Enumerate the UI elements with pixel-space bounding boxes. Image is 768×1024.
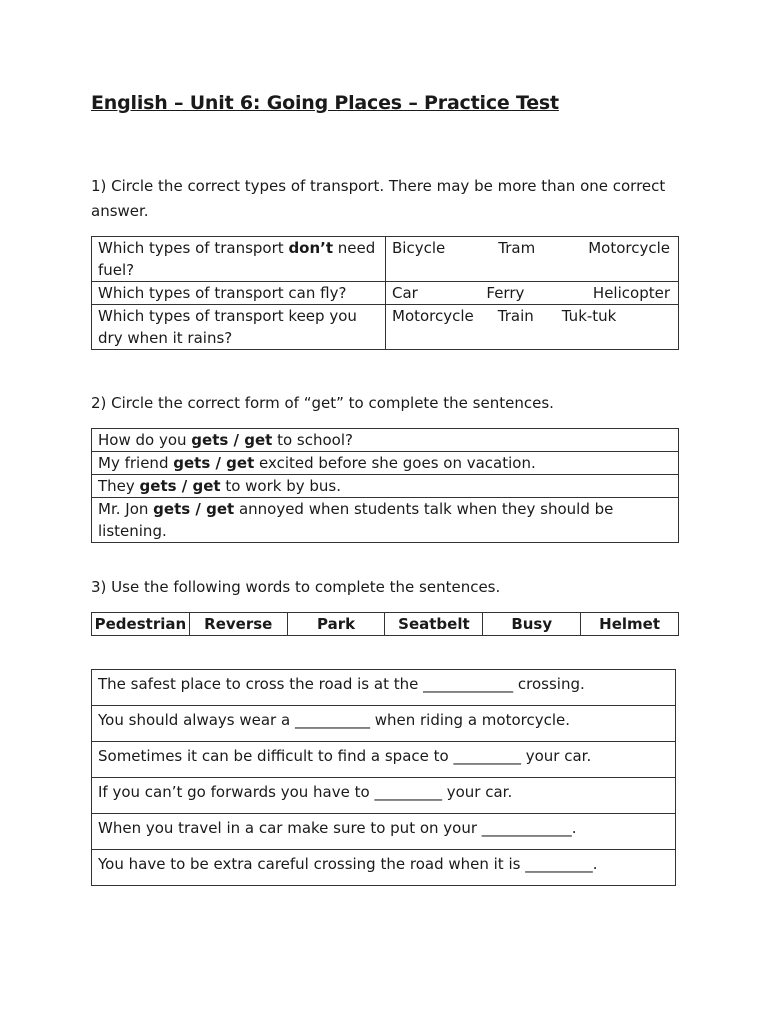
- table-row: Mr. Jon gets / get annoyed when students talk when they should be listening.: [92, 498, 679, 543]
- transport-option[interactable]: Tram: [498, 239, 536, 257]
- table-row: [92, 670, 676, 706]
- transport-option[interactable]: Car: [392, 284, 418, 302]
- table-row: [92, 237, 679, 282]
- sentence[interactable]: When you travel in a car make sure to put on your ____________.: [92, 814, 676, 850]
- options-cell: [386, 305, 679, 350]
- table-row: [92, 613, 679, 636]
- table-row: [92, 778, 676, 814]
- options-cell: [386, 237, 679, 282]
- get-form-table: [91, 428, 679, 543]
- word-bank-item: Helmet: [581, 613, 679, 636]
- sentences-table: [91, 669, 676, 886]
- word-bank: [91, 612, 679, 636]
- options-cell: [386, 282, 679, 305]
- sentence[interactable]: You should always wear a __________ when riding a motorcycle.: [92, 706, 676, 742]
- transport-option[interactable]: Ferry: [486, 284, 525, 302]
- word-bank-item: Reverse: [189, 613, 287, 636]
- word-bank-item: Park: [287, 613, 385, 636]
- answer-choice[interactable]: gets / get: [153, 500, 235, 518]
- sentence[interactable]: The safest place to cross the road is at the ____________ crossing.: [92, 670, 676, 706]
- word-bank-item: Busy: [483, 613, 581, 636]
- answer-choice[interactable]: gets / get: [139, 477, 221, 495]
- table-row: [92, 706, 676, 742]
- question-cell: Which types of transport keep you dry when it rains?: [92, 305, 386, 350]
- word-bank-item: Pedestrian: [92, 613, 190, 636]
- table-row: My friend gets / get excited before she goes on vacation.: [92, 452, 679, 475]
- question-1-prompt: 1) Circle the correct types of transport. There may be more than one correct answer.: [91, 177, 666, 220]
- page-title: English – Unit 6: Going Places – Practice Test: [91, 92, 559, 114]
- transport-option[interactable]: Helicopter: [592, 284, 670, 302]
- question-2-prompt: 2) Circle the correct form of “get” to complete the sentences.: [91, 394, 554, 412]
- answer-choice[interactable]: gets / get: [173, 454, 255, 472]
- question-cell: Which types of transport can fly?: [92, 282, 386, 305]
- table-row: [92, 282, 679, 305]
- transport-option[interactable]: Tuk-tuk: [561, 307, 617, 325]
- table-row: [92, 742, 676, 778]
- answer-choice[interactable]: gets / get: [191, 431, 273, 449]
- table-row: [92, 850, 676, 886]
- transport-option[interactable]: Motorcycle: [392, 307, 474, 325]
- transport-option[interactable]: Train: [497, 307, 534, 325]
- question-cell: Which types of transport don’t need fuel?: [92, 237, 386, 282]
- table-row: How do you gets / get to school?: [92, 429, 679, 452]
- sentence[interactable]: You have to be extra careful crossing the road when it is _________.: [92, 850, 676, 886]
- transport-option[interactable]: Motorcycle: [588, 239, 670, 257]
- table-row: [92, 814, 676, 850]
- transport-table: [91, 236, 679, 350]
- sentence[interactable]: If you can’t go forwards you have to _________ your car.: [92, 778, 676, 814]
- sentence[interactable]: Sometimes it can be difficult to find a space to _________ your car.: [92, 742, 676, 778]
- question-3-prompt: 3) Use the following words to complete the sentences.: [91, 578, 501, 596]
- table-row: They gets / get to work by bus.: [92, 475, 679, 498]
- table-row: [92, 305, 679, 350]
- transport-option[interactable]: Bicycle: [392, 239, 446, 257]
- word-bank-item: Seatbelt: [385, 613, 483, 636]
